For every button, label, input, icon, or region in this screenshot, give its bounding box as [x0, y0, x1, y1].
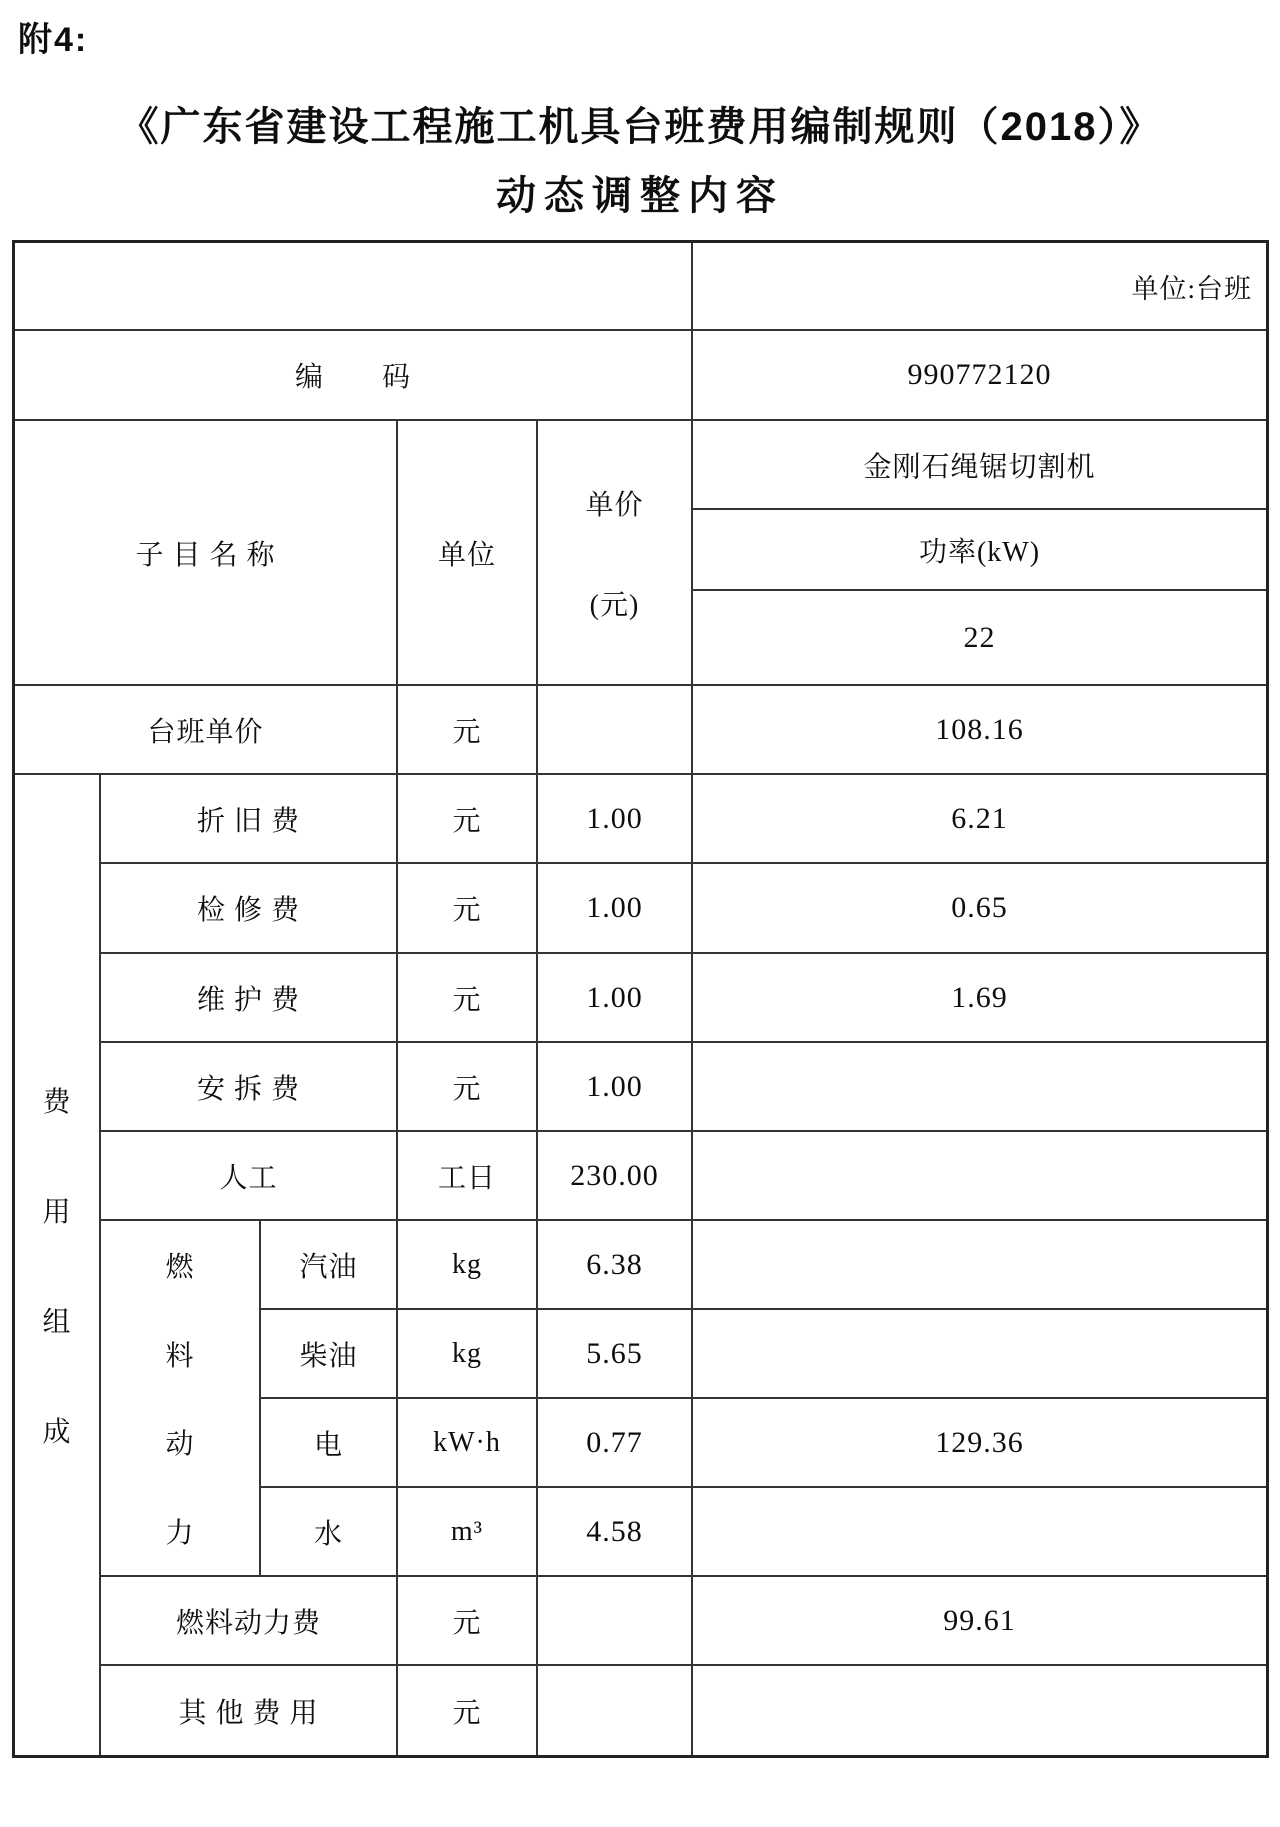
other-price-cell: [538, 1666, 693, 1755]
row-name-cell: 维 护 费: [101, 954, 398, 1043]
price-header-cell: [538, 421, 693, 686]
row-value-cell: [693, 1043, 1266, 1132]
fuel-group-char: 动: [165, 1429, 195, 1461]
document-subtitle: 动态调整内容: [496, 174, 784, 218]
fuel-unit-cell: kg: [398, 1221, 538, 1310]
shift-price-value-cell: 108.16: [693, 686, 1266, 775]
machine-name-cell: 金刚石绳锯切割机: [693, 421, 1266, 510]
fuel-value-cell: 129.36: [693, 1399, 1266, 1488]
fuel-value-cell: [693, 1488, 1266, 1577]
fuel-total-name-cell: 燃料动力费: [101, 1577, 398, 1666]
item-name-header-cell: 子 目 名 称: [15, 421, 398, 686]
cost-group-char: 用: [42, 1197, 72, 1228]
fuel-price-cell: 6.38: [538, 1221, 693, 1310]
fuel-unit-cell: kg: [398, 1310, 538, 1399]
row-unit-cell: 元: [398, 954, 538, 1043]
row-value-cell: 1.69: [693, 954, 1266, 1043]
attachment-label: 附4:: [18, 21, 89, 59]
row-name-cell: 安 拆 费: [101, 1043, 398, 1132]
power-label-cell: 功率(kW): [693, 510, 1266, 591]
row-value-cell: 0.65: [693, 864, 1266, 954]
empty-header-cell: [15, 243, 693, 331]
fuel-name-cell: 汽油: [261, 1221, 398, 1310]
price-header-line1: 单价: [585, 489, 644, 521]
fuel-price-cell: 5.65: [538, 1310, 693, 1399]
shift-price-price-cell: [538, 686, 693, 775]
fuel-group-char: 料: [165, 1340, 195, 1372]
power-value-cell: 22: [693, 591, 1266, 686]
fuel-unit-cell: kW·h: [398, 1399, 538, 1488]
fuel-total-value-cell: 99.61: [693, 1577, 1266, 1666]
fuel-group-label-cell: [101, 1221, 261, 1577]
fuel-group-char: 燃: [165, 1252, 195, 1284]
shift-price-unit-cell: 元: [398, 686, 538, 775]
row-unit-cell: 元: [398, 1043, 538, 1132]
fuel-value-cell: [693, 1221, 1266, 1310]
fuel-unit-cell: m³: [398, 1488, 538, 1577]
fuel-name-cell: 电: [261, 1399, 398, 1488]
unit-note-cell: 单位:台班: [693, 243, 1266, 331]
row-price-cell: 230.00: [538, 1132, 693, 1221]
row-name-cell: 检 修 费: [101, 864, 398, 954]
cost-group-char: 费: [42, 1087, 72, 1118]
row-price-cell: 1.00: [538, 775, 693, 864]
row-name-cell: 折 旧 费: [101, 775, 398, 864]
cost-group-char: 成: [42, 1417, 72, 1448]
other-value-cell: [693, 1666, 1266, 1755]
row-price-cell: 1.00: [538, 954, 693, 1043]
code-label-cell: 编 码: [15, 331, 693, 421]
row-name-cell: 人工: [101, 1132, 398, 1221]
price-header-line2: (元): [589, 589, 640, 621]
fuel-value-cell: [693, 1310, 1266, 1399]
cost-group-label-cell: [15, 775, 101, 1755]
cost-group-char: 组: [42, 1307, 72, 1338]
row-price-cell: 1.00: [538, 864, 693, 954]
unit-header-cell: 单位: [398, 421, 538, 686]
fuel-group-char: 力: [165, 1517, 195, 1549]
fuel-price-cell: 0.77: [538, 1399, 693, 1488]
shift-price-name-cell: 台班单价: [15, 686, 398, 775]
row-unit-cell: 工日: [398, 1132, 538, 1221]
fuel-total-price-cell: [538, 1577, 693, 1666]
fuel-name-cell: 柴油: [261, 1310, 398, 1399]
fuel-total-unit-cell: 元: [398, 1577, 538, 1666]
row-price-cell: 1.00: [538, 1043, 693, 1132]
document-title: 《广东省建设工程施工机具台班费用编制规则（2018）》: [118, 105, 1162, 149]
cost-table: [12, 240, 1269, 1758]
other-name-cell: 其 他 费 用: [101, 1666, 398, 1755]
code-value-cell: 990772120: [693, 331, 1266, 421]
fuel-price-cell: 4.58: [538, 1488, 693, 1577]
fuel-name-cell: 水: [261, 1488, 398, 1577]
other-unit-cell: 元: [398, 1666, 538, 1755]
row-unit-cell: 元: [398, 864, 538, 954]
row-value-cell: 6.21: [693, 775, 1266, 864]
row-unit-cell: 元: [398, 775, 538, 864]
row-value-cell: [693, 1132, 1266, 1221]
